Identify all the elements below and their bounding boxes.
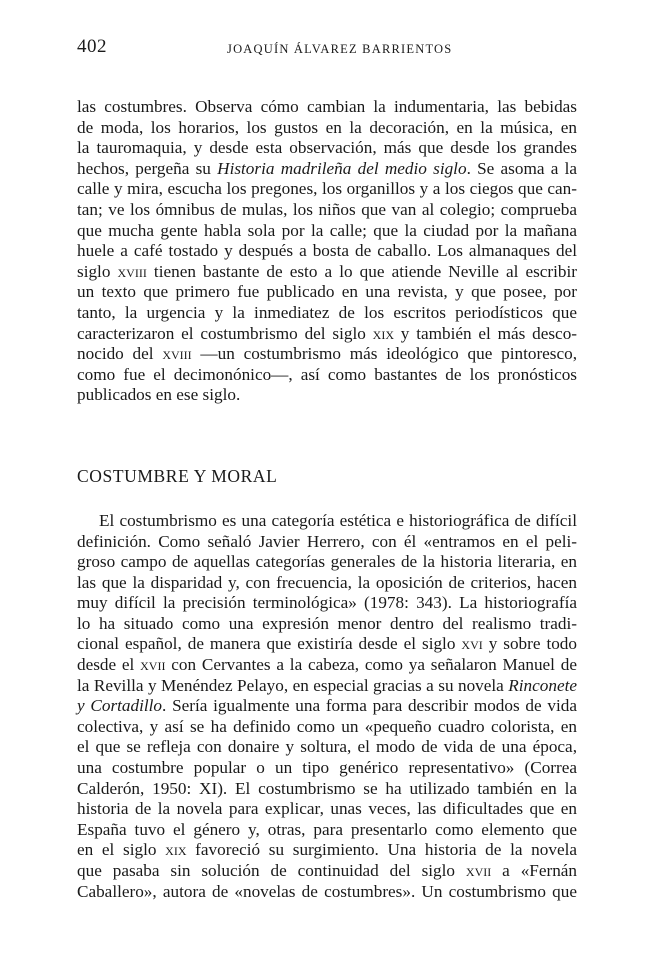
text-fragment: que pasaba sin solución de continuidad del siglo	[77, 861, 466, 880]
text-line: muy difícil la precisión terminológica» (1978: 343). La historiografía	[77, 593, 577, 613]
text-fragment: y sobre todo	[482, 634, 577, 654]
text-fragment: favoreció su surgimiento. Una historia de la novela	[186, 840, 577, 860]
text-fragment: la Revilla y Menéndez Pelayo, en especial gracias a su novela	[77, 675, 509, 695]
book-page	[77, 36, 577, 902]
text-line: publicados en ese siglo.	[77, 385, 241, 405]
text-fragment: con Cervantes a la cabeza, como ya señalaron Manuel de	[165, 655, 577, 675]
text-line	[77, 159, 577, 180]
text-line	[77, 655, 577, 676]
text-fragment: hechos, pergeña su	[77, 158, 218, 178]
running-head	[77, 36, 577, 66]
text-line: de moda, los horarios, los gustos en la decoración, en la música, en	[77, 117, 577, 137]
author-running-head: JOAQUÍN ÁLVAREZ BARRIENTOS	[227, 42, 453, 56]
century-numeral: xvi	[461, 634, 483, 654]
text-line: tanto, la urgencia y la inmediatez de los escritos periodísticos que	[77, 302, 577, 322]
text-line: Calderón, 1950: XI). El costumbrismo se ha utilizado también en la	[77, 778, 577, 798]
text-line: calle y mira, escucha los pregones, los organillos y a los ciegos que can-	[77, 179, 577, 199]
text-line: un texto que primero fue publicado en una revista, y que posee, por	[77, 282, 577, 302]
text-line: tan; ve los ómnibus de mulas, los niños que van al colegio; comprueba	[77, 199, 577, 219]
page-number: 402	[77, 36, 107, 57]
century-numeral: xix	[372, 323, 394, 343]
book-title-italic: Rinconete	[508, 675, 577, 695]
text-fragment: a «Fernán	[491, 861, 578, 880]
text-fragment: siglo	[77, 261, 118, 281]
text-line: las costumbres. Observa cómo cambian la indumentaria, las bebidas	[77, 97, 577, 116]
text-line: una costumbre popular o un tipo genérico representativo» (Correa	[77, 758, 577, 778]
text-line	[77, 696, 577, 717]
text-line	[77, 324, 577, 345]
section-heading: COSTUMBRE Y MORAL	[77, 465, 278, 486]
text-line: España tuvo el género y, otras, para presentarlo como elemento que	[77, 819, 577, 839]
text-fragment: —un costumbrismo más ideológico que pintoresco,	[191, 344, 577, 364]
text-line: Caballero», autora de «novelas de costumbres». Un costumbrismo que	[77, 881, 577, 901]
text-fragment: caracterizaron el costumbrismo del siglo	[77, 323, 373, 343]
text-line: la tauromaquia, y desde esta observación, más que desde los grandes	[77, 138, 577, 158]
text-line	[77, 861, 577, 882]
century-numeral: xviii	[162, 344, 192, 364]
text-line	[77, 676, 577, 697]
text-fragment: . Sería igualmente una forma para describir modos de vida	[162, 696, 577, 716]
text-line: lo ha situado como una expresión menor dentro del realismo tradi-	[77, 613, 577, 633]
text-line: El costumbrismo es una categoría estética e historiográfica de difícil	[99, 510, 577, 530]
century-numeral: xvii	[140, 655, 166, 675]
text-line: historia de la novela para explicar, unas veces, las dificultades que en	[77, 799, 577, 819]
text-line	[77, 840, 577, 861]
text-fragment: tienen bastante de esto a lo que atiende Neville al escribir	[146, 261, 577, 281]
text-line	[77, 634, 577, 655]
text-fragment: y también el más desco-	[393, 323, 578, 343]
text-line: las que la disparidad y, con frecuencia, la oposición de criterios, hacen	[77, 572, 577, 592]
text-line: definición. Como señaló Javier Herrero, con él «entramos en el peli-	[77, 531, 577, 551]
text-line	[77, 344, 577, 365]
book-title-italic: Historia madrileña del medio siglo	[217, 158, 467, 178]
text-fragment: nocido del	[77, 344, 163, 364]
century-numeral: xix	[165, 840, 187, 860]
text-fragment: cional español, de manera que existiría desde el siglo	[77, 634, 462, 654]
text-line	[77, 262, 577, 283]
century-numeral: xvii	[465, 861, 492, 880]
book-title-italic: y Cortadillo	[77, 696, 163, 716]
text-fragment: . Se asoma a la	[466, 158, 577, 178]
text-line: como fue el decimonónico—, así como bastantes de los pronósticos	[77, 364, 577, 384]
century-numeral: xviii	[117, 261, 147, 281]
text-line: que mucha gente habla sola por la calle; que la ciudad por la mañana	[77, 220, 577, 240]
body-paragraph-2	[77, 511, 577, 902]
text-fragment: desde el	[77, 655, 141, 675]
text-line: groso campo de aquellas categorías generales de la historia literaria, en	[77, 552, 577, 572]
body-paragraph-1	[77, 97, 577, 406]
text-line: huele a café tostado y después a bosta de caballo. Los almanaques del	[77, 241, 577, 261]
text-line: el que se refleja con donaire y soltura, el modo de vida de una época,	[77, 737, 577, 757]
text-fragment: en el siglo	[77, 840, 166, 860]
text-line: colectiva, y así se ha definido como un «pequeño cuadro colorista, en	[77, 716, 577, 736]
